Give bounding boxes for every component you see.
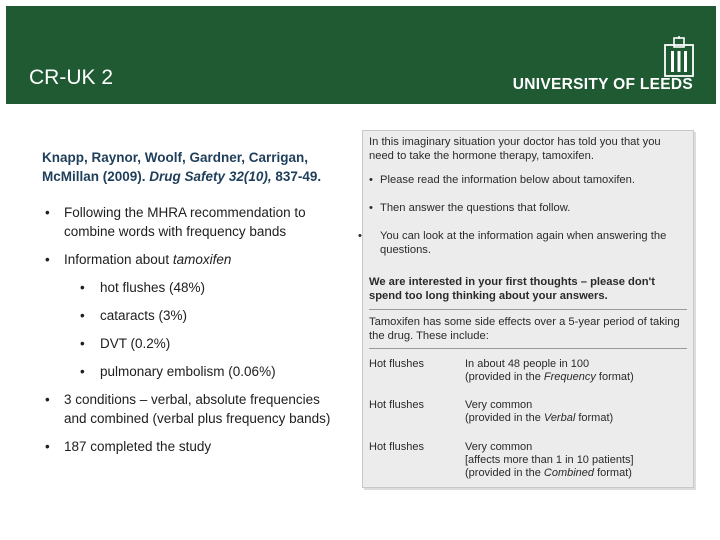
citation-authors: Knapp, Raynor, Woolf, Gardner, Carrigan, McMillan (2009). bbox=[42, 150, 309, 184]
bullet-effect: • hot flushes (48%) bbox=[42, 278, 342, 297]
slide-title: CR-UK 2 bbox=[29, 66, 114, 89]
row-value: Very common (provided in the Verbal format) bbox=[465, 399, 614, 424]
row-value: In about 48 people in 100 (provided in the Frequency format) bbox=[465, 358, 634, 383]
bullet-effect: • DVT (0.2%) bbox=[42, 334, 342, 353]
row-value: Very common [affects more than 1 in 10 patients] (provided in the Combined format) bbox=[465, 441, 634, 479]
study-materials-screenshot bbox=[358, 130, 694, 488]
screenshot-item: • Please read the information below about tamoxifen. bbox=[369, 174, 635, 186]
row-label: Hot flushes bbox=[369, 399, 425, 411]
screenshot-divider bbox=[369, 309, 687, 310]
content-column bbox=[42, 148, 342, 465]
citation-pages: 837-49. bbox=[275, 169, 322, 184]
screenshot-note: We are interested in your first thoughts – please don't spend too long thinking about your answers. bbox=[369, 276, 655, 302]
row-label: Hot flushes bbox=[369, 441, 425, 453]
info-prefix: Information about bbox=[64, 252, 170, 267]
bullet-information bbox=[42, 250, 342, 269]
university-logo bbox=[513, 36, 693, 96]
bullet-conditions: • 3 conditions – verbal, absolute frequencies and combined (verbal plus frequency bands) bbox=[42, 390, 342, 428]
row-label: Hot flushes bbox=[369, 358, 425, 370]
screenshot-divider bbox=[369, 348, 687, 349]
citation-volume: 32(10), bbox=[228, 169, 272, 184]
bullet-mhra: • Following the MHRA recommendation to combine words with frequency bands bbox=[42, 203, 342, 241]
slide-header bbox=[6, 6, 716, 104]
university-name: UNIVERSITY OF LEEDS bbox=[512, 76, 693, 93]
bullet-completed: • 187 completed the study bbox=[42, 437, 342, 456]
screenshot-item: • Then answer the questions that follow. bbox=[369, 202, 571, 214]
citation-journal: Drug Safety bbox=[149, 169, 226, 184]
screenshot-intro: In this imaginary situation your doctor has told you that you need to take the hormone therapy, tamoxifen. bbox=[369, 136, 661, 162]
bullet-effect: • pulmonary embolism (0.06%) bbox=[42, 362, 342, 381]
citation bbox=[42, 148, 342, 186]
screenshot-side-effects-intro: Tamoxifen has some side effects over a 5-year period of taking the drug. These include: bbox=[369, 316, 680, 342]
screenshot-item: • You can look at the information again when answering the questions. bbox=[358, 230, 667, 256]
bullet-effect: • cataracts (3%) bbox=[42, 306, 342, 325]
leeds-tower-crest-icon bbox=[665, 36, 693, 76]
info-drug: tamoxifen bbox=[172, 252, 232, 267]
